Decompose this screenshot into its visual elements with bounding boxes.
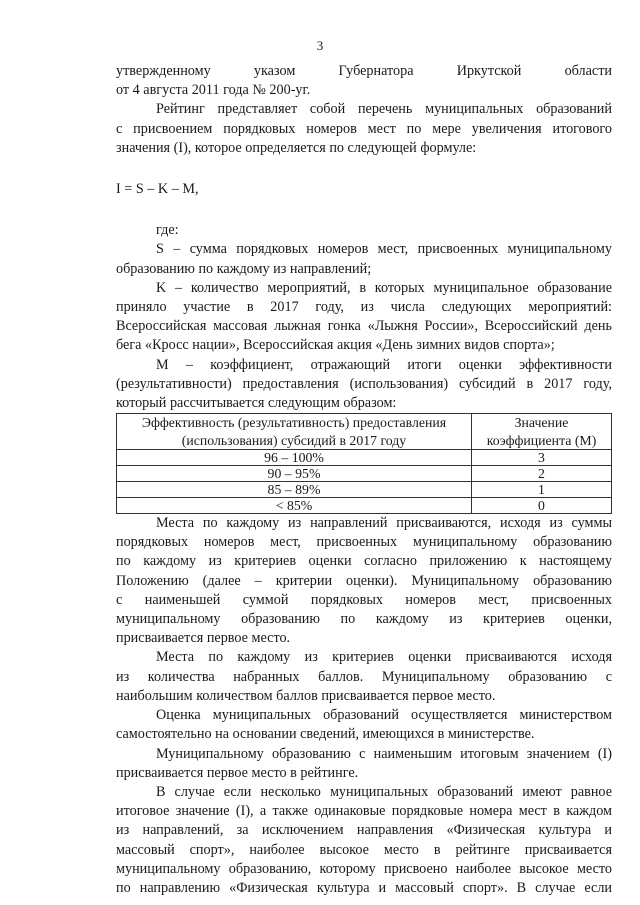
table-row: [117, 450, 612, 466]
text-line: из количества набранных баллов. Муниципальному образованию с: [116, 668, 612, 685]
text-line: Места по каждому из критериев оценки присваиваются исходя: [156, 649, 612, 666]
text-line: утвержденному указом Губернатора Иркутской области: [116, 63, 612, 79]
table-cell-range: 96 – 100%: [117, 450, 472, 466]
table-cell-range: 85 – 89%: [117, 482, 472, 498]
text-line: Всероссийская массовая лыжная гонка «Лыжня России», Всероссийский день: [116, 318, 612, 335]
text-line: Положению (далее – критерии оценки). Муниципальному образованию: [116, 572, 612, 589]
text-line: M – коэффициент, отражающий итоги оценки эффективности: [156, 356, 612, 373]
text-line: Муниципальному образованию с наименьшим итоговым значением (I): [156, 745, 612, 762]
text-line: по направлению «Физическая культура и массовый спорт». В случае если: [116, 879, 612, 896]
text-line: присваивается первое место в рейтинге.: [116, 764, 359, 781]
text-line: итоговое значение (I), а также одинаковые порядковые номера мест в каждом: [116, 803, 612, 820]
text-line: с наименьшей суммой порядковых номеров мест, присвоенных: [116, 591, 612, 608]
text-line: S – сумма порядковых номеров мест, присвоенных муниципальному: [156, 241, 612, 258]
document-body: [116, 62, 612, 898]
text-line: порядковых номеров мест, присвоенных муниципальному образованию: [116, 534, 612, 551]
text-line: значения (I), которое определяется по следующей формуле:: [116, 139, 477, 156]
table-header-efficiency: [117, 414, 472, 450]
text-line: муниципальному образованию, которому присвоено наиболее высокое место: [116, 860, 612, 877]
table-row: [117, 482, 612, 498]
table-cell-value: 3: [472, 450, 612, 466]
text-line: от 4 августа 2011 года № 200-уг.: [116, 82, 311, 99]
text-line: из направлений, за исключением направления «Физическая культура и: [116, 822, 612, 839]
table-cell-value: 0: [472, 498, 612, 514]
text-line: с присвоением порядковых номеров мест по мере увеличения итогового: [116, 120, 612, 137]
text-line: Оценка муниципальных образований осуществляется министерством: [156, 707, 612, 724]
table-header-row: [117, 414, 612, 450]
table-header-text: Значение: [514, 415, 569, 431]
text-line: по каждому из критериев оценки согласно приложению к настоящему: [116, 553, 612, 570]
text-line: где:: [156, 222, 179, 239]
page-number: 3: [316, 38, 324, 53]
text-line: самостоятельно на основании сведений, имеющихся в министерстве.: [116, 726, 535, 743]
table-header-coefficient: [472, 414, 612, 450]
text-line: наибольшим количеством баллов присваивается первое место.: [116, 687, 496, 704]
text-line: присваивается первое место.: [116, 630, 291, 647]
table-row: [117, 498, 612, 514]
formula: I = S – K – M,: [116, 181, 199, 198]
text-line: K – количество мероприятий, в которых муниципальное образование: [156, 279, 612, 296]
table-header-text: Эффективность (результативность) предоставления: [141, 415, 447, 431]
text-line: Места по каждому из направлений присваиваются, исходя из суммы: [156, 515, 612, 532]
table-header-text: (использования) субсидий в 2017 году: [181, 432, 407, 448]
text-line: приняло участие в 2017 году, из числа следующих мероприятий:: [116, 299, 612, 316]
coefficient-table: [116, 413, 612, 514]
table-cell-range: 90 – 95%: [117, 466, 472, 482]
text-line: Рейтинг представляет собой перечень муниципальных образований: [156, 101, 612, 118]
text-line: который рассчитывается следующим образом:: [116, 395, 397, 412]
table-cell-value: 1: [472, 482, 612, 498]
table-row: [117, 466, 612, 482]
text-line: В случае если несколько муниципальных образований имеют равное: [156, 783, 612, 800]
text-line: (результативности) предоставления (использования) субсидий в 2017 году,: [116, 375, 612, 392]
table-header-text: коэффициента (М): [486, 432, 597, 448]
table-cell-range: < 85%: [117, 498, 472, 514]
text-line: бега «Кросс нации», Всероссийская акция «День зимних видов спорта»;: [116, 337, 555, 354]
table-cell-value: 2: [472, 466, 612, 482]
text-line: массовый спорт», наиболее высокое место в рейтинге присваивается: [116, 841, 612, 858]
text-line: муниципальному образованию по каждому из критериев оценки,: [116, 611, 612, 628]
text-line: образованию по каждому из направлений;: [116, 260, 372, 277]
